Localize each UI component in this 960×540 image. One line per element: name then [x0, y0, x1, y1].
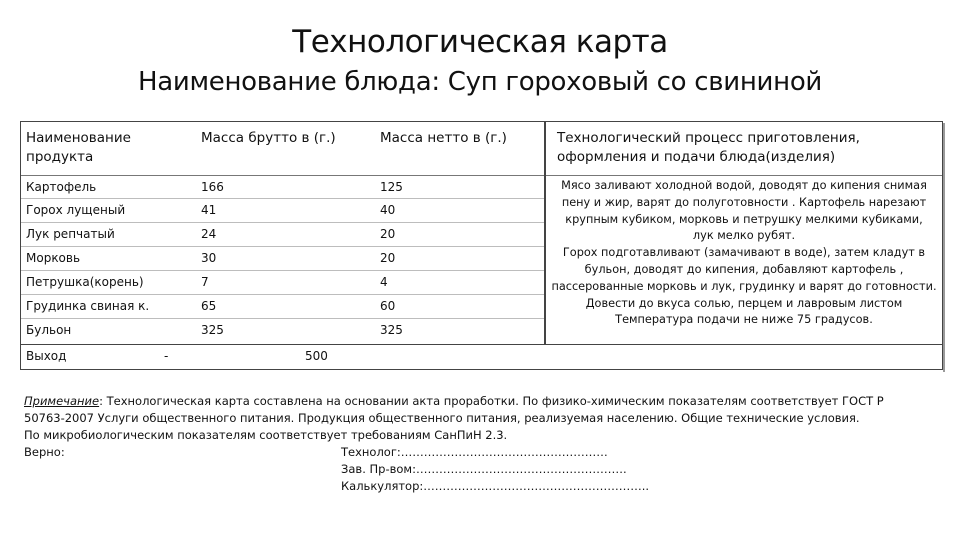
- note-text: : Технологическая карта составлена на основании акта проработки. По физико-химическим показателям соответствует ГОСТ Р: [99, 394, 884, 408]
- row-separator: [21, 175, 544, 176]
- header-product: [26, 129, 131, 167]
- header-netto: Масса нетто в (г.): [380, 130, 507, 146]
- row-name: Лук репчатый: [26, 227, 115, 241]
- output-value: 500: [305, 349, 328, 363]
- header-brutto: Масса брутто в (г.): [201, 130, 336, 146]
- header-product-line1: Наименование: [26, 130, 131, 146]
- row-brutto: 41: [201, 203, 217, 217]
- row-separator: [21, 318, 544, 319]
- row-name: Грудинка свиная к.: [26, 299, 150, 313]
- note-line-1: [24, 393, 884, 409]
- row-separator: [21, 246, 544, 247]
- note-line-2: 50763-2007 Услуги общественного питания. Продукция общественного питания, реализуемая населению. Общие технические условия.: [24, 411, 860, 425]
- row-brutto: 30: [201, 251, 217, 265]
- output-label: Выход: [26, 349, 67, 363]
- row-brutto: 166: [201, 180, 224, 194]
- process-line: Довести до вкуса солью, перцем и лавровым листом: [585, 296, 903, 310]
- row-netto: 125: [380, 180, 403, 194]
- process-line: бульон, доводят до кипения, добавляют картофель ,: [584, 262, 904, 276]
- header-process: [557, 129, 860, 167]
- process-line: лук мелко рубят.: [692, 229, 796, 243]
- row-separator: [21, 198, 544, 199]
- verno-label: Верно:: [24, 445, 65, 459]
- header-process-line1: Технологический процесс приготовления,: [557, 130, 860, 146]
- row-netto: 20: [380, 251, 396, 265]
- note-line-3: По микробиологическим показателям соответствует требованиям СанПиН 2.3.: [24, 428, 508, 442]
- process-line: крупным кубиком, морковь и петрушку мелкими кубиками,: [565, 212, 923, 226]
- row-brutto: 7: [201, 275, 209, 289]
- signature-technologist: Технолог:………………………………………………: [341, 445, 608, 459]
- process-line: пену и жир, варят до полуготовности . Картофель нарезают: [561, 195, 927, 209]
- table-shadow: [943, 123, 945, 372]
- process-line: Горох подготавливают (замачивают в воде), затем кладут в: [562, 246, 926, 260]
- row-netto: 40: [380, 203, 396, 217]
- row-netto: 60: [380, 299, 396, 313]
- row-netto: 20: [380, 227, 396, 241]
- row-brutto: 24: [201, 227, 217, 241]
- row-netto: 325: [380, 323, 403, 337]
- row-brutto: 325: [201, 323, 224, 337]
- signature-production-head: Зав. Пр-вом:……………………………………………….: [341, 462, 627, 476]
- note-label: Примечание: [24, 394, 100, 408]
- row-name: Горох лущеный: [26, 203, 126, 217]
- process-line: пассерованные морковь и лук, грудинку и варят до готовности.: [551, 279, 937, 293]
- row-separator: [21, 270, 544, 271]
- row-name: Морковь: [26, 251, 81, 265]
- header-process-line2: оформления и подачи блюда(изделия): [557, 149, 836, 165]
- process-line: Мясо заливают холодной водой, доводят до кипения снимая: [561, 179, 927, 192]
- header-product-line2: продукта: [26, 149, 94, 165]
- output-row-frame: [20, 344, 943, 370]
- output-dash: -: [164, 349, 169, 363]
- dish-name-subtitle: Наименование блюда: Суп гороховый со свининой: [137, 67, 823, 97]
- row-separator: [546, 175, 942, 176]
- process-line: Температура подачи не ниже 75 градусов.: [615, 313, 873, 327]
- row-netto: 4: [380, 275, 388, 289]
- row-name: Картофель: [26, 180, 97, 194]
- row-separator: [21, 294, 544, 295]
- signature-calculator: Калькулятор:…………………………………………………..: [341, 479, 650, 493]
- row-separator: [21, 222, 544, 223]
- row-name: Петрушка(корень): [26, 275, 144, 289]
- process-description: [548, 178, 940, 329]
- row-name: Бульон: [26, 323, 72, 337]
- row-brutto: 65: [201, 299, 217, 313]
- page-title: Технологическая карта: [292, 24, 668, 60]
